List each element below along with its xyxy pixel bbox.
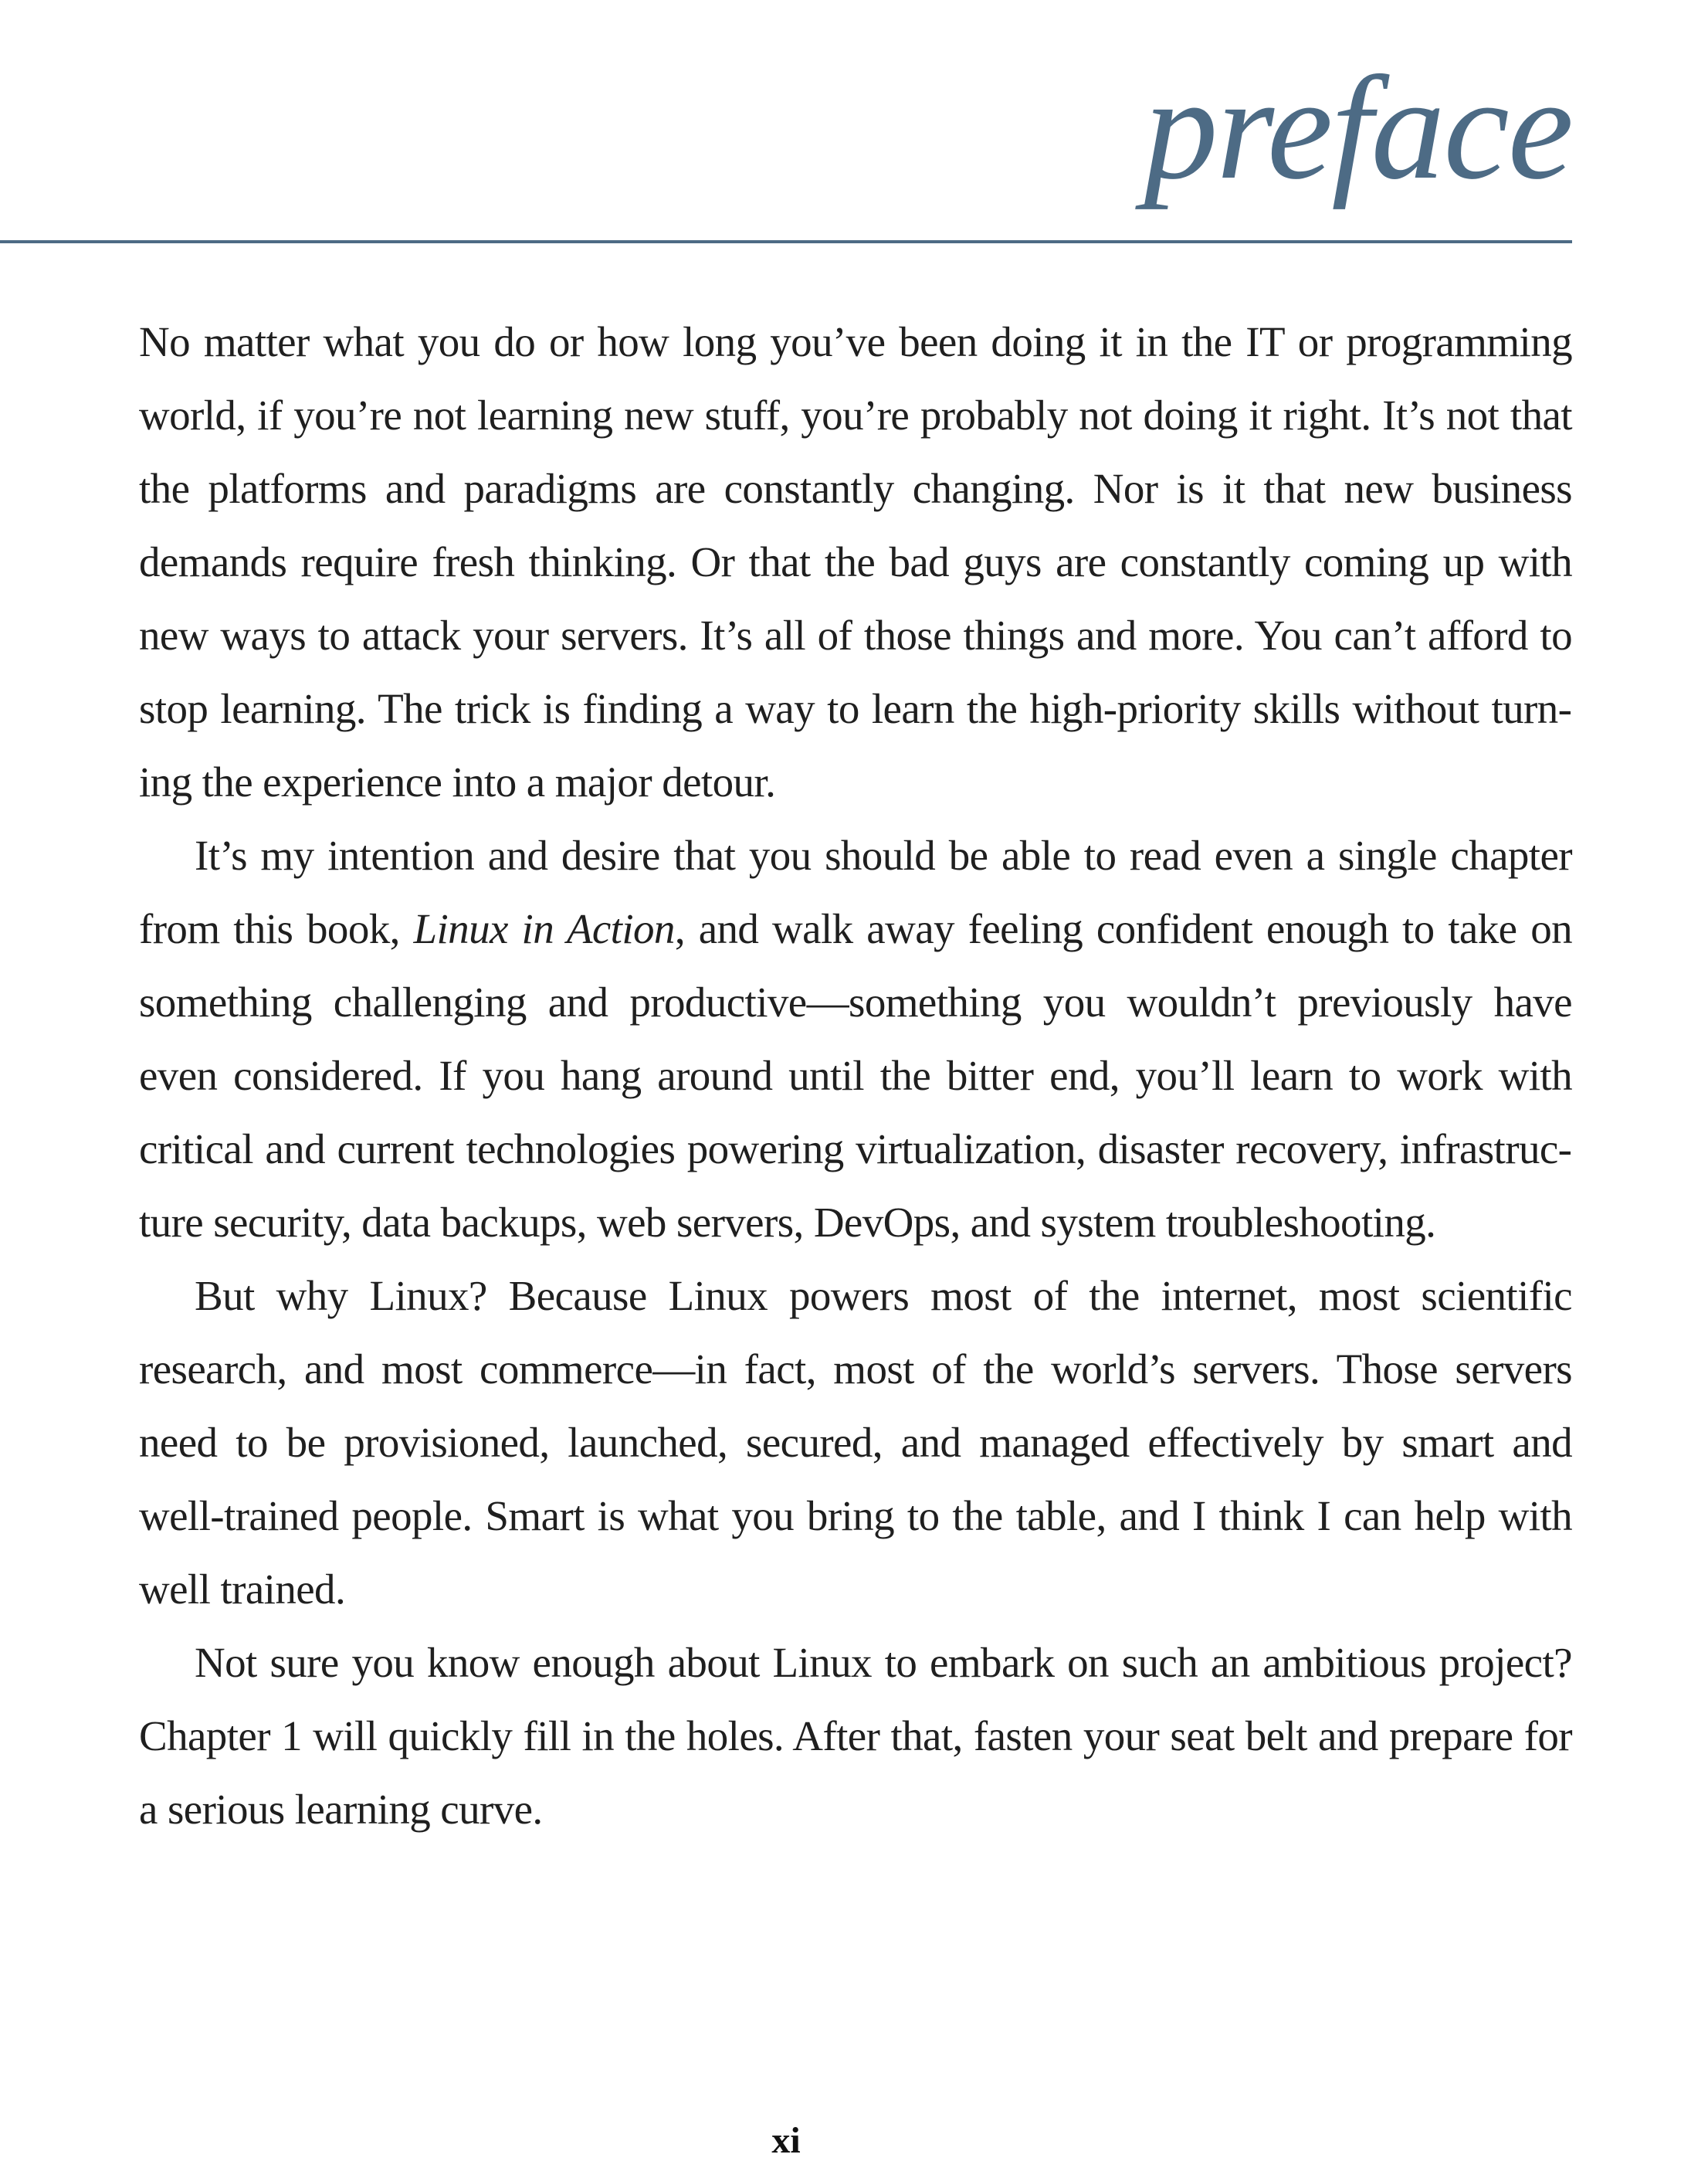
page-number: xi [771,2120,801,2161]
chapter-title: preface [1144,46,1572,210]
paragraph-2-start: It’s my intention and desire that you should be able to read even a single chapter from this book, [139,832,1572,952]
paragraph-1: No matter what you do or how long you’ve been doing it in the IT or programming world, if you’re not learning new stuff, you’re probably not doing it right. It’s not that the platforms and paradigms are constantly changing. Nor is it that new business demands require fresh thinking. Or that the bad guys are constantly coming up with new ways to attack your servers. It’s all of those things and more. You can’t afford to stop learning. The trick is finding a way to learn the high-priority skills without turning the experience into a major detour. [139,318,1572,806]
title-divider [0,240,1572,243]
paragraph-2-end: , and walk away feeling confident enough to take on something challenging and productive—something you wouldn’t previously have even considered. If you hang around until the bitter end, you’ll learn to work with critical and current technologies powering virtualization, disaster recovery, infrastructure security, data backups, web servers, DevOps, and system troubleshooting. [139,905,1572,1246]
preface-body [139,305,1572,1846]
paragraph-3: But why Linux? Because Linux powers most of the internet, most scientific research, and most commerce—in fact, most of the world’s servers. Those servers need to be provisioned, launched, secured, and managed effectively by smart and well-trained people. Smart is what you bring to the table, and I think I can help with well trained. [139,1272,1572,1613]
paragraph-2 [139,819,1572,1259]
paragraph-4: Not sure you know enough about Linux to embark on such an ambitious project? Chapter 1 will quickly fill in the holes. After that, fasten your seat belt and prepare for a serious learning curve. [139,1639,1572,1833]
book-title: Linux in Action [413,905,675,952]
